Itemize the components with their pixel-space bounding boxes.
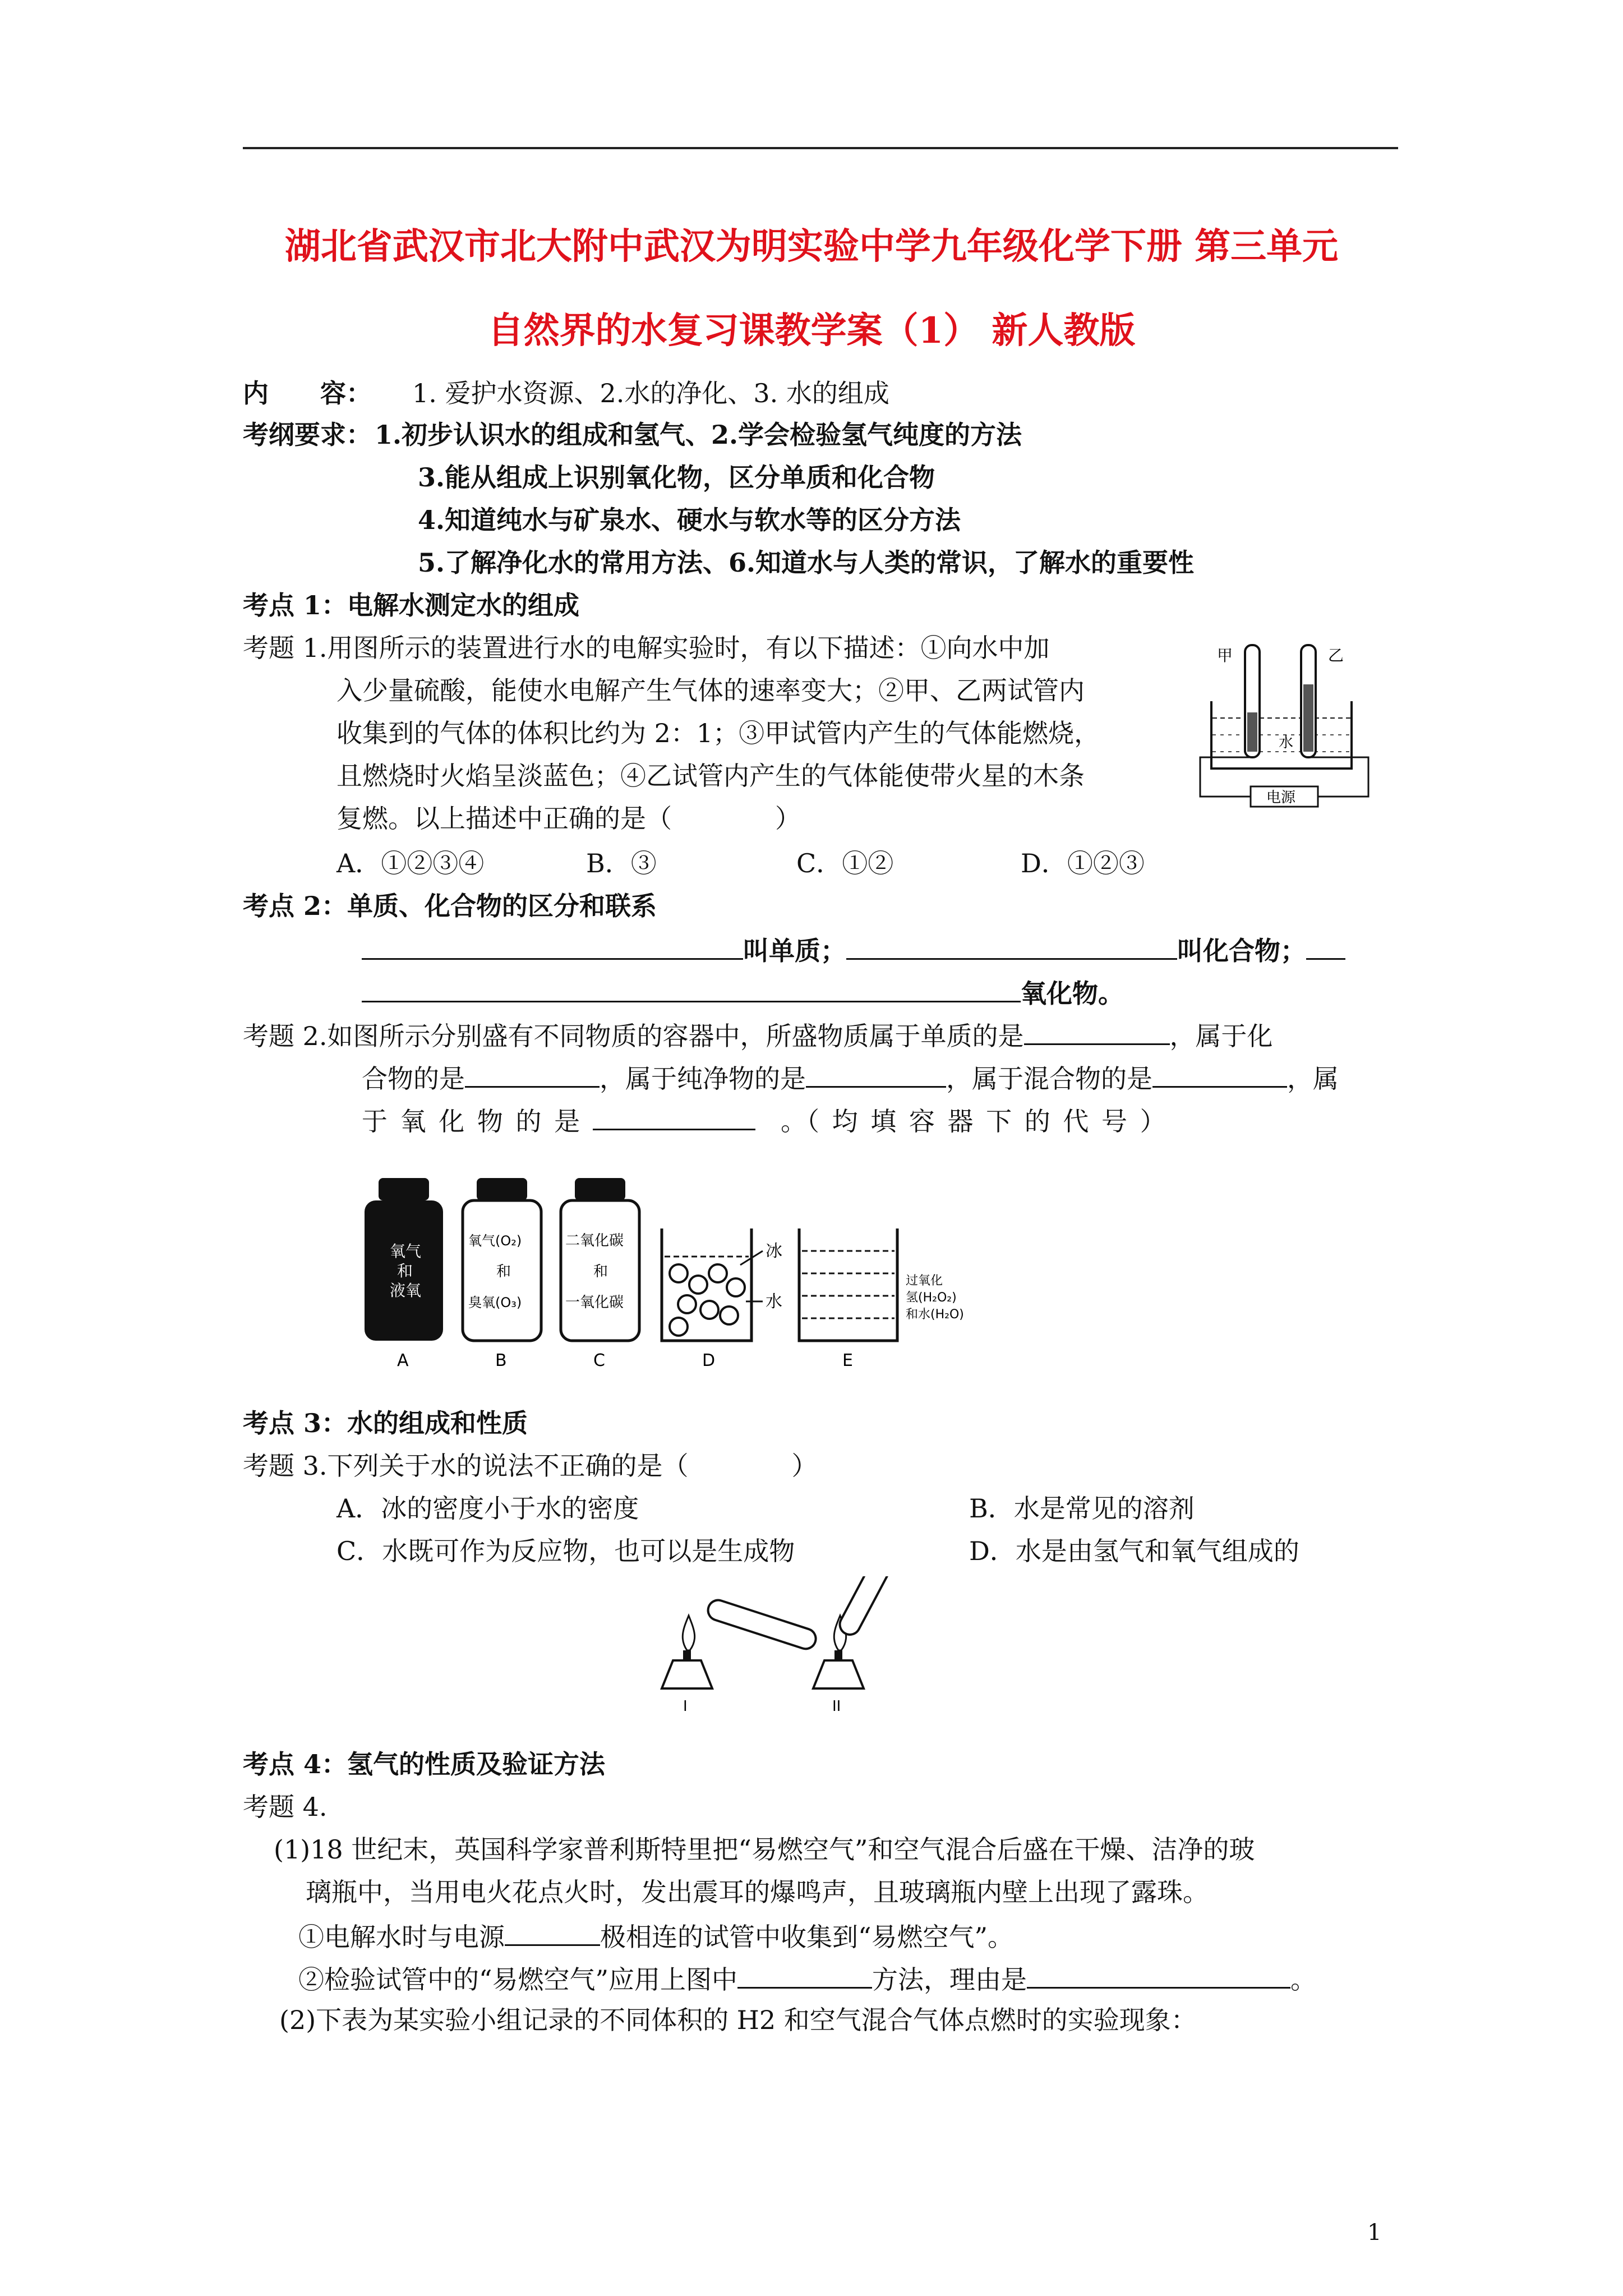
q1-option-b: B．③: [586, 848, 657, 878]
svg-text:水: 水: [766, 1292, 782, 1312]
q3-option-d: D．水是由氢气和氧气组成的: [969, 1536, 1299, 1566]
q4-question: 考题 4.: [243, 1792, 328, 1822]
container-code-c: C: [593, 1351, 605, 1370]
svg-text:臭氧(O₃): 臭氧(O₃): [468, 1295, 522, 1310]
svg-text:冰: 冰: [766, 1241, 782, 1261]
point4-heading: 考点 4：氢气的性质及验证方法: [243, 1749, 606, 1779]
blank-reason[interactable]: [1027, 1964, 1290, 1989]
q1-line: 复燃。以上描述中正确的是（ ）: [336, 803, 801, 834]
syllabus-item: 5.了解净化水的常用方法、6.知道水与人类的常识，了解水的重要性: [418, 547, 1195, 578]
blank-oxide-start[interactable]: [1306, 936, 1345, 960]
electrolysis-figure: [1189, 628, 1380, 808]
syllabus-label: 考纲要求：: [243, 420, 372, 450]
container-code-b: B: [495, 1351, 507, 1370]
q4-sub-1: ①电解水时与电源 极相连的试管中收集到“易燃空气”。: [298, 1922, 1014, 1952]
content-text: 1. 爱护水资源、2.水的净化、3. 水的组成: [412, 378, 889, 408]
q1-line: 入少量硫酸，能使水电解产生气体的速率变大；②甲、乙两试管内: [336, 675, 1085, 706]
point2-fill-line-2: 氧化物。: [362, 978, 1124, 1006]
blank-oxide[interactable]: [362, 978, 1021, 1002]
title-line-2: 自然界的水复习课教学案（1） 新人教版: [487, 310, 1136, 352]
blank-simple-substance[interactable]: [362, 936, 743, 960]
blank-method[interactable]: [737, 1964, 872, 1989]
q1-option-d: D．①②③: [1021, 848, 1145, 878]
q1-option-c: C．①②: [796, 848, 894, 878]
q2-line-3: 于 氧 化 物 的 是 。（ 均 填 容 器 下 的 代 号 ）: [362, 1106, 1166, 1137]
svg-text:氢(H₂O₂): 氢(H₂O₂): [906, 1291, 957, 1305]
svg-text:一氧化碳: 一氧化碳: [565, 1294, 624, 1311]
title-line-1: 湖北省武汉市北大附中武汉为明实验中学九年级化学下册 第三单元: [284, 226, 1339, 268]
syllabus-item: 4.知道纯水与矿泉水、硬水与软水等的区分方法: [418, 505, 961, 535]
point1-heading: 考点 1：电解水测定水的组成: [243, 590, 580, 620]
syllabus-item: 3.能从组成上识别氧化物，区分单质和化合物: [418, 462, 935, 493]
svg-text:二氧化碳: 二氧化碳: [565, 1232, 624, 1249]
q3-question: 考题 3.下列关于水的说法不正确的是（ ）: [243, 1451, 818, 1481]
label-method-i: I: [683, 1698, 688, 1715]
svg-text:氧气: 氧气: [390, 1242, 422, 1260]
label-power: 电源: [1266, 789, 1296, 806]
point3-heading: 考点 3：水的组成和性质: [243, 1408, 528, 1438]
q3-option-b: B．水是常见的溶剂: [969, 1493, 1195, 1524]
svg-text:和: 和: [496, 1263, 511, 1280]
svg-text:和水(H₂O): 和水(H₂O): [906, 1308, 964, 1322]
point2-heading: 考点 2：单质、化合物的区分和联系: [243, 891, 657, 921]
blank-compound[interactable]: [846, 936, 1177, 960]
label-method-ii: II: [832, 1698, 841, 1715]
svg-text:和: 和: [593, 1263, 608, 1280]
svg-text:氧气(O₂): 氧气(O₂): [468, 1233, 522, 1249]
q3-option-a: A．冰的密度小于水的密度: [336, 1493, 639, 1524]
blank-electrode[interactable]: [505, 1922, 600, 1946]
svg-text:过氧化: 过氧化: [906, 1274, 943, 1288]
container-code-e: E: [842, 1351, 853, 1370]
label-jia: 甲: [1217, 646, 1233, 665]
q2-line-2: 合物的是 ，属于纯净物的是 ，属于混合物的是 ，属: [362, 1064, 1339, 1094]
page-number: 1: [1367, 2220, 1382, 2246]
blank-q2-compound[interactable]: [465, 1064, 600, 1088]
q4-sub-2: ②检验试管中的“易燃空气”应用上图中 方法，理由是 。: [298, 1964, 1317, 1995]
q4-p1-line: (1)18 世纪末，英国科学家普利斯特里把“易燃空气”和空气混合后盛在干燥、洁净的玻: [274, 1834, 1255, 1865]
q1-option-a: A．①②③④: [336, 848, 485, 878]
blank-q2-mixture[interactable]: [1152, 1064, 1287, 1088]
blank-q2-simple[interactable]: [1024, 1021, 1170, 1045]
container-code-a: A: [397, 1351, 409, 1370]
flame-test-figure: [645, 1576, 897, 1722]
q1-line: 收集到的气体的体积比约为 2：1；③甲试管内产生的气体能燃烧，: [336, 718, 1100, 748]
container-code-d: D: [702, 1351, 716, 1370]
label-yi: 乙: [1328, 646, 1344, 665]
containers-figure: [359, 1172, 976, 1374]
q1-line: 考题 1.用图所示的装置进行水的电解实验时，有以下描述：①向水中加: [243, 633, 1050, 663]
label-water: 水: [1279, 734, 1294, 751]
q4-p2: (2)下表为某实验小组记录的不同体积的 H2 和空气混合气体点燃时的实验现象：: [279, 2005, 1197, 2035]
q4-p1-line: 璃瓶中，当用电火花点火时，发出震耳的爆鸣声，且玻璃瓶内壁上出现了露珠。: [306, 1877, 1209, 1907]
blank-q2-oxide[interactable]: [593, 1106, 755, 1130]
q1-line: 且燃烧时火焰呈淡蓝色；④乙试管内产生的气体能使带火星的木条: [336, 761, 1085, 791]
svg-text:液氧: 液氧: [390, 1281, 422, 1300]
syllabus-item: 1.初步认识水的组成和氢气、2.学会检验氢气纯度的方法: [375, 420, 1022, 450]
q2-line-1: 考题 2.如图所示分别盛有不同物质的容器中，所盛物质属于单质的是 ，属于化: [243, 1021, 1273, 1051]
q3-option-c: C．水既可作为反应物，也可以是生成物: [336, 1536, 795, 1566]
blank-q2-pure[interactable]: [806, 1064, 946, 1088]
content-label: 内 容：: [243, 378, 372, 408]
svg-text:和: 和: [397, 1262, 413, 1280]
header-rule: [243, 147, 1398, 149]
point2-fill-line-1: 叫单质； 叫化合物；: [362, 936, 1345, 964]
